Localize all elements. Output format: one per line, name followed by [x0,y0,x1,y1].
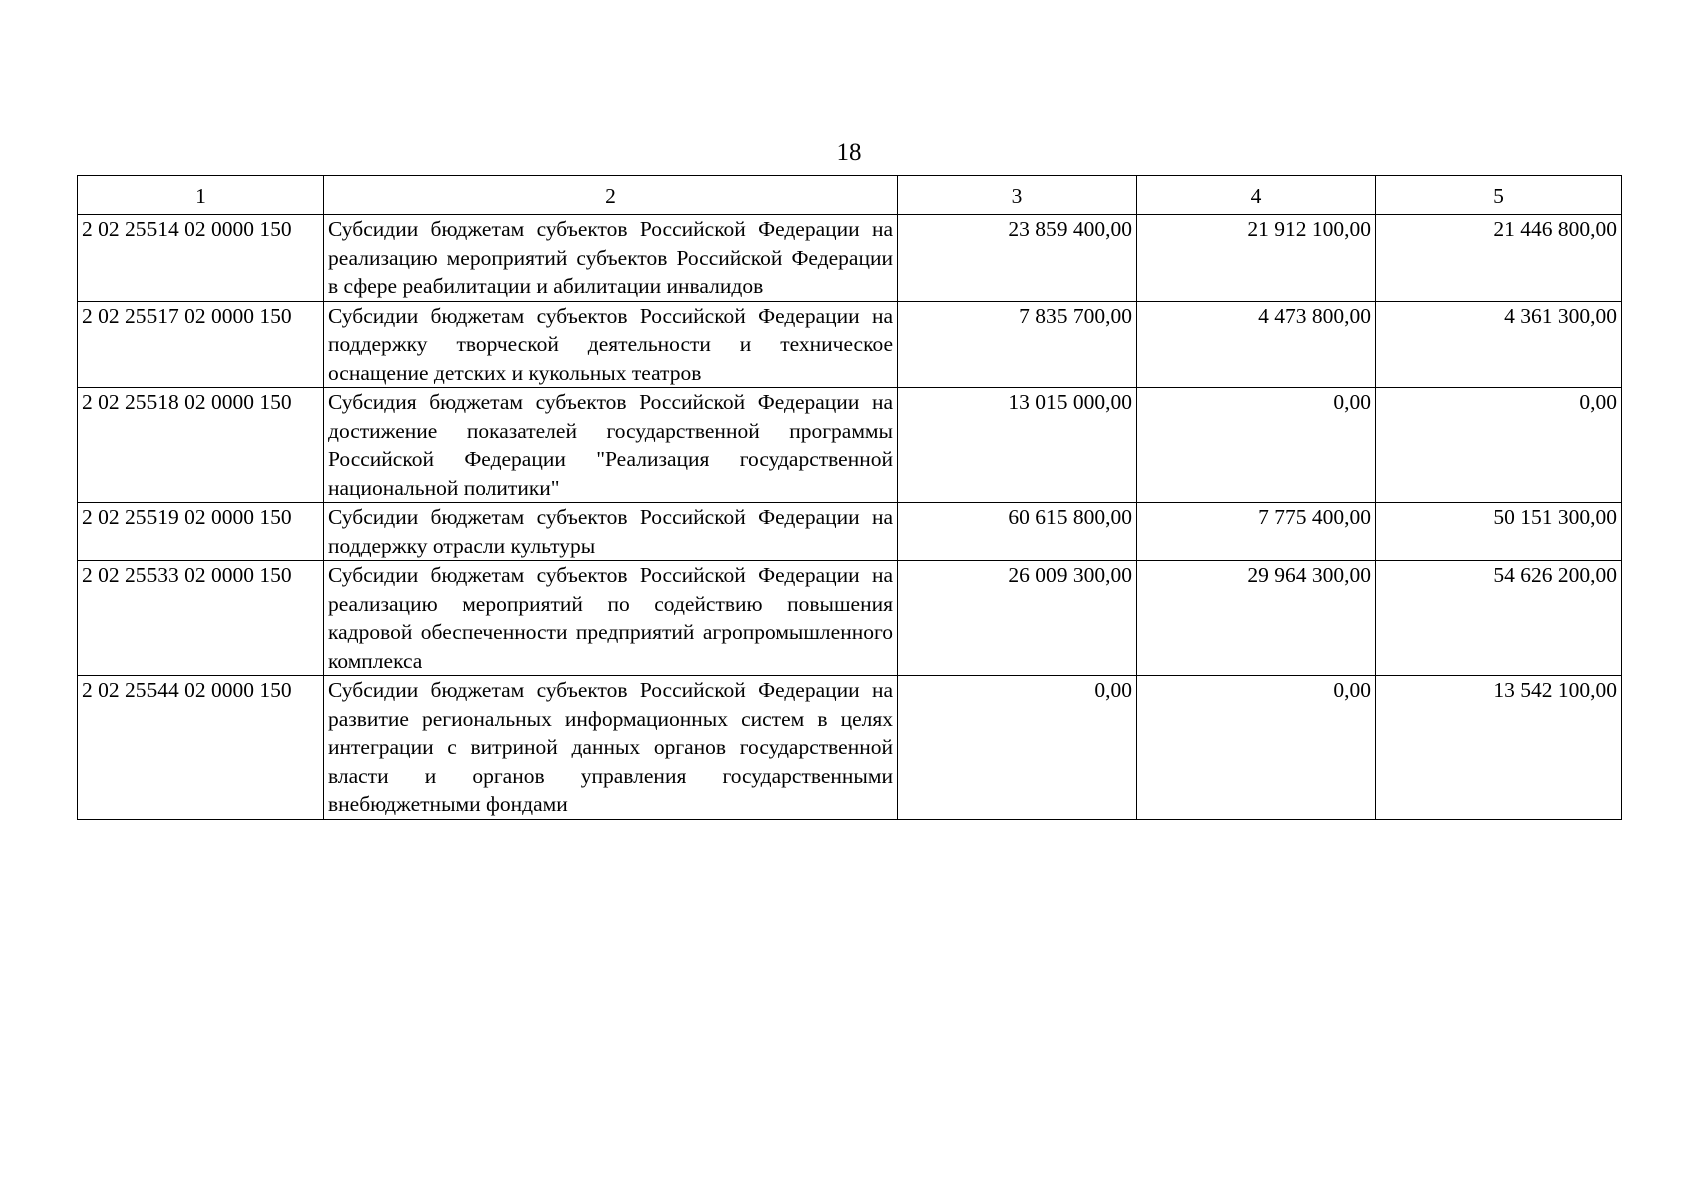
description-cell: Субсидии бюджетам субъектов Российской Федерации на поддержку отрасли культуры [324,503,898,561]
amount-col-3-cell: 7 835 700,00 [898,301,1137,388]
amount-col-4-cell: 29 964 300,00 [1137,561,1376,676]
header-col-2: 2 [324,176,898,215]
amount-col-3-cell: 13 015 000,00 [898,388,1137,503]
description-cell: Субсидии бюджетам субъектов Российской Федерации на реализацию мероприятий по содействию повышения кадровой обеспеченности предприятий агропромышленного комплекса [324,561,898,676]
amount-col-5-cell: 50 151 300,00 [1376,503,1622,561]
header-row [78,176,1622,215]
budget-code-cell: 2 02 25544 02 0000 150 [78,676,324,820]
table-body [78,215,1622,820]
amount-col-3-cell: 60 615 800,00 [898,503,1137,561]
amount-col-4-cell: 4 473 800,00 [1137,301,1376,388]
amount-col-4-cell: 21 912 100,00 [1137,215,1376,302]
description-cell: Субсидии бюджетам субъектов Российской Федерации на реализацию мероприятий субъектов Российской Федерации в сфере реабилитации и абилитации инвалидов [324,215,898,302]
table-row [78,561,1622,676]
header-col-4: 4 [1137,176,1376,215]
budget-code-cell: 2 02 25517 02 0000 150 [78,301,324,388]
header-col-1: 1 [78,176,324,215]
amount-col-4-cell: 0,00 [1137,676,1376,820]
budget-code-cell: 2 02 25519 02 0000 150 [78,503,324,561]
amount-col-4-cell: 7 775 400,00 [1137,503,1376,561]
amount-col-5-cell: 54 626 200,00 [1376,561,1622,676]
table-header [78,176,1622,215]
table-row [78,676,1622,820]
table-row [78,388,1622,503]
amount-col-3-cell: 0,00 [898,676,1137,820]
amount-col-5-cell: 0,00 [1376,388,1622,503]
budget-code-cell: 2 02 25518 02 0000 150 [78,388,324,503]
budget-code-cell: 2 02 25514 02 0000 150 [78,215,324,302]
amount-col-4-cell: 0,00 [1137,388,1376,503]
description-cell: Субсидия бюджетам субъектов Российской Федерации на достижение показателей государственной программы Российской Федерации "Реализация государственной национальной политики" [324,388,898,503]
description-cell: Субсидии бюджетам субъектов Российской Федерации на поддержку творческой деятельности и техническое оснащение детских и кукольных театров [324,301,898,388]
budget-table [77,175,1622,820]
amount-col-3-cell: 23 859 400,00 [898,215,1137,302]
table-row [78,503,1622,561]
table-row [78,215,1622,302]
budget-code-cell: 2 02 25533 02 0000 150 [78,561,324,676]
description-cell: Субсидии бюджетам субъектов Российской Федерации на развитие региональных информационных систем в целях интеграции с витриной данных органов государственной власти и органов управления государственными внебюджетными фондами [324,676,898,820]
page-number: 18 [836,139,862,166]
header-col-3: 3 [898,176,1137,215]
amount-col-5-cell: 13 542 100,00 [1376,676,1622,820]
table-row [78,301,1622,388]
amount-col-5-cell: 21 446 800,00 [1376,215,1622,302]
amount-col-5-cell: 4 361 300,00 [1376,301,1622,388]
amount-col-3-cell: 26 009 300,00 [898,561,1137,676]
header-col-5: 5 [1376,176,1622,215]
